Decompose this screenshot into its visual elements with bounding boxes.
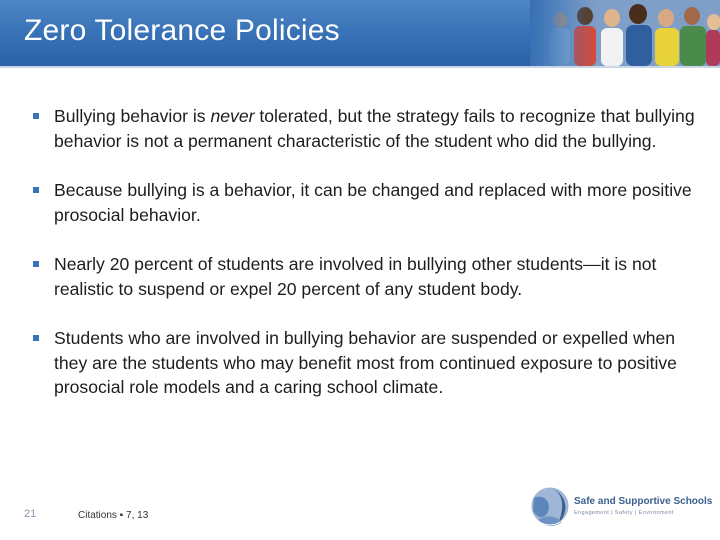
bullet-item	[33, 252, 698, 301]
square-bullet-icon	[33, 261, 39, 267]
bullet-list	[33, 104, 698, 425]
slide-number: 21	[24, 508, 37, 520]
globe-logo-icon	[528, 484, 572, 528]
slide-title: Zero Tolerance Policies	[24, 14, 340, 47]
slide-header	[0, 0, 720, 66]
square-bullet-icon	[33, 113, 39, 119]
bullet-item	[33, 326, 698, 400]
logo-tagline: Engagement | Safety | Environment	[574, 510, 674, 516]
bullet-text: Nearly 20 percent of students are involved in bullying other students—it is not realistic to suspend or expel 20 percent of any student body.	[54, 254, 657, 299]
bullet-text: Students who are involved in bullying behavior are suspended or expelled when they are the students who may benefit most from continued exposure to positive prosocial role models and a caring school climate.	[54, 328, 677, 397]
square-bullet-icon	[33, 187, 39, 193]
bullet-emphasis: never	[210, 106, 255, 126]
students-photo	[530, 0, 720, 66]
safe-supportive-schools-logo	[528, 484, 713, 528]
header-divider	[0, 66, 720, 68]
citations: Citations ▪ 7, 13	[78, 510, 149, 521]
bullet-text: Bullying behavior is	[54, 106, 211, 126]
square-bullet-icon	[33, 335, 39, 341]
bullet-item	[33, 178, 698, 227]
bullet-text-continued: tolerated, but the strategy fails to recognize that bullying behavior is not a permanent characteristic of the student who did the bullying.	[54, 106, 695, 151]
bullet-text: Because bullying is a behavior, it can be changed and replaced with more positive prosocial behavior.	[54, 180, 692, 225]
logo-title: Safe and Supportive Schools	[574, 496, 713, 507]
bullet-item	[33, 104, 698, 153]
